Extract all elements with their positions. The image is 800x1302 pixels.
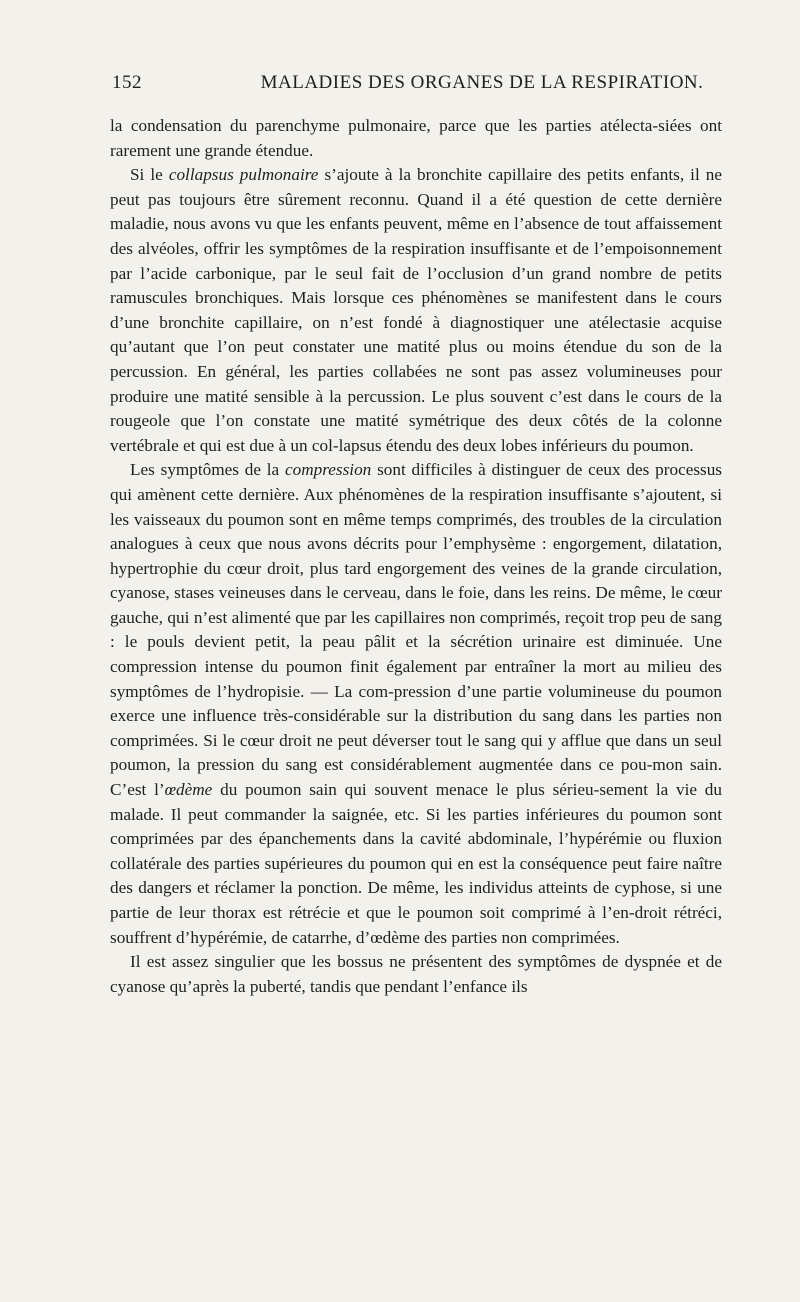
paragraph-text: du poumon sain qui souvent menace le plus sérieu-sement la vie du malade. Il peut commander la saignée, etc. Si les parties inférieures du poumon sont comprimées par des épanchements dans la cavité abdominale, l’hypérémie ou fluxion collatérale des parties supérieures du poumon qui en est la conséquence peut faire naître des dangers et réclamer la ponction. De même, les individus atteints de cyphose, si une partie de leur thorax est rétrécie et que le poumon soit comprimé à l’en-droit rétréci, souffrent d’hypérémie, de catarrhe, d’œdème des parties non comprimées. xyxy=(110,780,722,947)
page-number: 152 xyxy=(112,72,142,93)
emphasis-term-compression: compression xyxy=(285,460,372,480)
paragraph-text: la condensation du parenchyme pulmonaire, parce que les parties atélecta-siées ont rarement une grande étendue. xyxy=(110,116,722,160)
paragraph-text: sont difficiles à distinguer de ceux des processus qui amènent cette dernière. Aux phénomènes de la respiration insuffisante s’ajoutent, si les vaisseaux du poumon sont en même temps comprimés, des troubles de la circulation analogues à ceux que nous avons décrits pour l’emphysème : engorgement, dilatation, hypertrophie du cœur droit, plus tard engorgement des veines de la grande circulation, cyanose, stases veineuses dans le cerveau, dans le foie, dans les reins. De même, le cœur gauche, qui n’est alimenté que par les capillaires non comprimés, reçoit trop peu de sang : le pouls devient petit, la peau pâlit et la sécrétion urinaire est diminuée. Une compression intense du poumon finit également par entraîner la mort au milieu des symptômes de l’hydropisie. — La com-pression d’une partie volumineuse du poumon exerce une influence très-considérable sur la distribution du sang dans les parties non comprimées. Si le cœur droit ne peut déverser tout le sang qui y afflue que dans un seul poumon, la pression du sang est considérablement augmentée dans ce pou-mon sain. C’est l’ xyxy=(110,460,722,800)
paragraph-bossus xyxy=(110,950,722,999)
emphasis-term-oedeme: œdème xyxy=(164,780,213,800)
page-header xyxy=(112,72,722,98)
running-title: MALADIES DES ORGANES DE LA RESPIRATION. xyxy=(260,72,704,93)
emphasis-term-collapsus: collapsus pulmonaire xyxy=(168,165,319,185)
paragraph-collapsus xyxy=(110,163,722,458)
paragraph-text: Il est assez singulier que les bossus ne présentent des symptômes de dyspnée et de cyanose qu’après la puberté, tandis que pendant l’enfance ils xyxy=(110,952,722,996)
paragraph-text: s’ajoute à la bronchite capillaire des petits enfants, il ne peut pas toujours être sûrement reconnu. Quand il a été question de cette dernière maladie, nous avons vu que les enfants peuvent, même en l’absence de tout affaissement des alvéoles, offrir les symptômes de la respiration insuffisante et de l’empoisonnement par l’acide carbonique, par le seul fait de l’occlusion d’un grand nombre de petits ramuscules bronchiques. Mais lorsque ces phénomènes se manifestent dans le cours d’une bronchite capillaire, on n’est fondé à diagnostiquer une atélectasie acquise qu’autant que l’on peut constater une matité plus ou moins étendue du son de la percussion. En général, les parties collabées ne sont pas assez volumineuses pour produire une matité sensible à la percussion. Le plus souvent c’est dans le cours de la rougeole que l’on constate une matité symétrique des deux côtés de la colonne vertébrale et qui est due à un col-lapsus étendu des deux lobes inférieurs du poumon. xyxy=(110,165,722,455)
paragraph-text: Les symptômes de la xyxy=(130,460,286,480)
paragraph-compression xyxy=(110,458,722,950)
paragraph-continuation xyxy=(110,114,722,163)
body-text xyxy=(110,114,722,999)
paragraph-text: Si le xyxy=(130,165,169,185)
